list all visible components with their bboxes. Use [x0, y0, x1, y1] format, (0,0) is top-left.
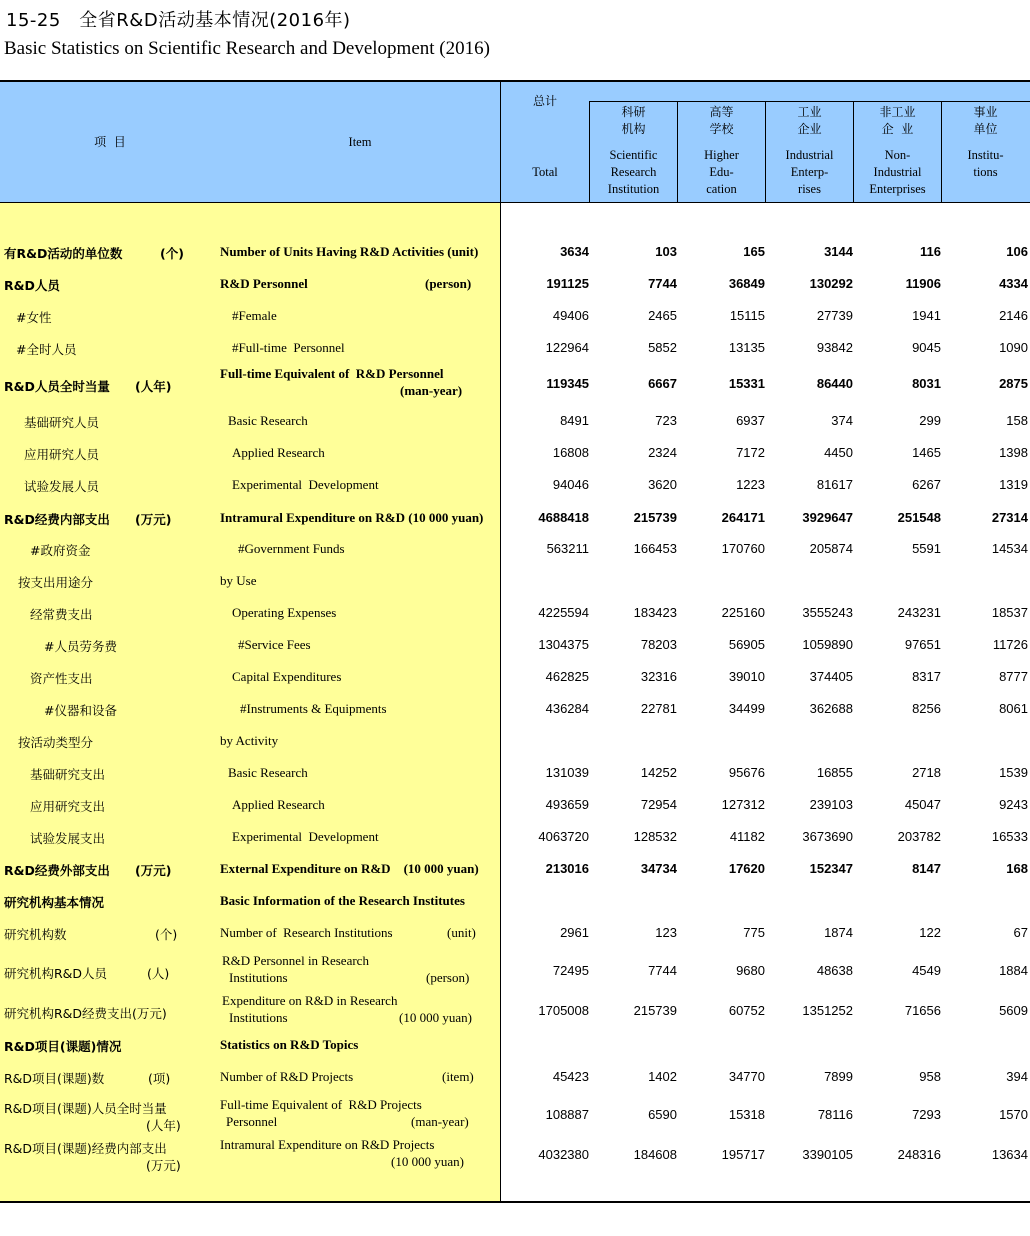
table-cell: 8061 — [999, 701, 1028, 716]
table-cell: 5852 — [648, 340, 677, 355]
table-cell: 1570 — [999, 1107, 1028, 1122]
table-cell: 7899 — [824, 1069, 853, 1084]
table-cell: 122 — [919, 925, 941, 940]
col-header-en: Institution — [607, 182, 660, 196]
row-label-en: Full-time Equivalent of R&D Projects — [220, 1097, 422, 1112]
bottom-rule — [0, 1201, 1030, 1203]
col-header-cn: 事业 — [973, 105, 998, 119]
table-cell: 493659 — [545, 797, 589, 812]
table-cell: 11906 — [905, 276, 941, 291]
table-cell: 17620 — [728, 861, 765, 876]
table-row — [0, 665, 1030, 695]
row-label-en: #Government Funds — [238, 541, 345, 556]
table-cell: 166453 — [633, 541, 677, 556]
table-cell: 95676 — [728, 765, 765, 780]
row-label-en: Full-time Equivalent of R&D Personnel — [220, 366, 444, 381]
table-cell: 1090 — [999, 340, 1028, 355]
row-unit-cn: (人年) — [146, 1118, 181, 1133]
table-cell: 8031 — [912, 376, 941, 391]
col-header-en: Industrial — [785, 148, 834, 162]
row-unit-en: (10 000 yuan) — [391, 1154, 464, 1169]
table-cell: 1223 — [736, 477, 765, 492]
table-row — [0, 304, 1030, 334]
col-header-en: Scientific — [609, 148, 658, 162]
table-cell: 93842 — [816, 340, 853, 355]
row-label-cn: #人员劳务费 — [44, 639, 117, 654]
table-cell: 248316 — [897, 1147, 941, 1162]
table-row — [0, 336, 1030, 366]
table-cell: 215739 — [633, 1003, 677, 1018]
table-cell: 16808 — [552, 445, 589, 460]
table-cell: 299 — [919, 413, 941, 428]
col-header-en: Edu- — [709, 165, 734, 179]
row-label-en: Applied Research — [232, 797, 325, 812]
col-header-en: Research — [610, 165, 657, 179]
header-divider — [0, 202, 1030, 203]
table-row — [0, 569, 1030, 599]
table-cell: 3390105 — [802, 1147, 853, 1162]
table-row — [0, 506, 1030, 536]
table-cell: 3144 — [824, 244, 853, 259]
row-label-cn: R&D项目(课题)人员全时当量 — [4, 1101, 167, 1116]
col-header-en: Non- — [884, 148, 911, 162]
row-label-cn: 资产性支出 — [30, 671, 93, 686]
table-cell: 4032380 — [538, 1147, 589, 1162]
row-label-cn: R&D经费外部支出 — [4, 863, 110, 878]
table-cell: 158 — [1006, 413, 1028, 428]
table-cell: 1402 — [648, 1069, 677, 1084]
row-label-en: Intramural Expenditure on R&D (10 000 yuan) — [220, 510, 484, 525]
table-cell: 127312 — [721, 797, 765, 812]
col-header-cn: 企 业 — [881, 122, 914, 136]
row-unit-en: (person) — [426, 970, 470, 985]
table-cell: 122964 — [545, 340, 589, 355]
table-cell: 131039 — [545, 765, 589, 780]
table-cell: 3634 — [560, 244, 589, 259]
table-cell: 203782 — [897, 829, 941, 844]
table-cell: 264171 — [721, 510, 765, 525]
table-cell: 2465 — [648, 308, 677, 323]
col-header-en: Industrial — [873, 165, 922, 179]
table-cell: 27739 — [816, 308, 853, 323]
table-cell: 13634 — [991, 1147, 1028, 1162]
table-row — [0, 729, 1030, 759]
col-header-cn: 机构 — [621, 122, 646, 136]
table-cell: 4688418 — [538, 510, 589, 525]
table-cell: 3620 — [648, 477, 677, 492]
col-header-cn: 非工业 — [879, 105, 916, 119]
row-label-en: #Female — [232, 308, 277, 323]
col-header-en: Higher — [704, 148, 739, 162]
table-cell: 8317 — [912, 669, 941, 684]
table-cell: 3555243 — [802, 605, 853, 620]
row-unit-cn: (个) — [160, 246, 184, 261]
row-label-cn: 研究机构数 — [4, 927, 67, 942]
row-label-cn: #仪器和设备 — [44, 703, 117, 718]
row-label-cn: 应用研究支出 — [30, 799, 106, 814]
table-cell: 36849 — [728, 276, 765, 291]
col-header-en: Institu- — [967, 148, 1004, 162]
table-cell: 1465 — [912, 445, 941, 460]
table-cell: 11726 — [992, 637, 1028, 652]
col-header-cn: 科研 — [621, 105, 646, 119]
table-cell: 374 — [831, 413, 853, 428]
row-unit-cn: (人) — [147, 966, 170, 981]
table-cell: 7744 — [648, 276, 677, 291]
row-label-cn: R&D项目(课题)情况 — [4, 1039, 122, 1054]
row-unit-en: (item) — [442, 1069, 474, 1084]
row-label-cn: #女性 — [16, 310, 52, 325]
table-cell: 9045 — [912, 340, 941, 355]
table-cell: 563211 — [546, 541, 589, 556]
table-cell: 2146 — [999, 308, 1028, 323]
row-label-cn: 经常费支出 — [30, 607, 93, 622]
table-cell: 8256 — [912, 701, 941, 716]
table-cell: 239103 — [809, 797, 853, 812]
table-cell: 4334 — [999, 276, 1028, 291]
table-cell: 4549 — [912, 963, 941, 978]
table-cell: 32316 — [640, 669, 677, 684]
table-cell: 168 — [1006, 861, 1028, 876]
table-row — [0, 441, 1030, 471]
table-row — [0, 921, 1030, 951]
subheader-line — [589, 101, 1030, 102]
col-header-cn: 企业 — [797, 122, 822, 136]
row-label-en: Experimental Development — [232, 477, 379, 492]
table-cell: 152347 — [809, 861, 853, 876]
row-label-en: R&D Personnel in Research — [222, 953, 369, 968]
table-cell: 34499 — [728, 701, 765, 716]
row-label-en: #Full-time Personnel — [232, 340, 345, 355]
row-label-cn: R&D项目(课题)数 — [4, 1071, 105, 1086]
header-total-en: Total — [532, 165, 558, 179]
row-unit-cn: (项) — [148, 1071, 171, 1086]
table-cell: 72495 — [552, 963, 589, 978]
table-cell: 436284 — [545, 701, 589, 716]
table-cell: 123 — [655, 925, 677, 940]
row-label-cn: 研究机构基本情况 — [4, 895, 105, 910]
table-cell: 775 — [743, 925, 765, 940]
table-row — [0, 825, 1030, 855]
table-cell: 48638 — [816, 963, 853, 978]
row-label-en: Number of Units Having R&D Activities (unit) — [220, 244, 479, 259]
row-label-en: Institutions — [229, 970, 288, 985]
table-cell: 86440 — [816, 376, 853, 391]
row-label-cn: 应用研究人员 — [24, 447, 100, 462]
table-cell: 5609 — [999, 1003, 1028, 1018]
table-title-en: Basic Statistics on Scientific Research and Development (2016) — [4, 38, 490, 59]
table-cell: 45423 — [552, 1069, 589, 1084]
table-cell: 103 — [655, 244, 677, 259]
table-cell: 39010 — [728, 669, 765, 684]
row-label-en: Applied Research — [232, 445, 325, 460]
table-cell: 1351252 — [802, 1003, 853, 1018]
table-cell: 6267 — [912, 477, 941, 492]
row-unit-en: (person) — [425, 276, 472, 291]
row-unit-en: (unit) — [447, 925, 476, 940]
table-cell: 16855 — [816, 765, 853, 780]
table-cell: 243231 — [897, 605, 941, 620]
table-cell: 60752 — [728, 1003, 765, 1018]
table-cell: 3929647 — [802, 510, 853, 525]
col-header-cn: 单位 — [973, 122, 998, 136]
table-row — [0, 857, 1030, 887]
table-cell: 723 — [655, 413, 677, 428]
row-unit-cn: (人年) — [135, 379, 172, 394]
row-label-cn: 按支出用途分 — [18, 575, 94, 590]
table-row — [0, 993, 1030, 1023]
table-cell: 462825 — [545, 669, 589, 684]
table-row — [0, 889, 1030, 919]
table-cell: 45047 — [904, 797, 941, 812]
table-cell: 213016 — [545, 861, 589, 876]
table-cell: 4450 — [824, 445, 853, 460]
row-label-cn: 试验发展人员 — [24, 479, 100, 494]
table-cell: 130292 — [809, 276, 853, 291]
table-cell: 1884 — [999, 963, 1028, 978]
table-cell: 8777 — [999, 669, 1028, 684]
table-row — [0, 409, 1030, 439]
row-label-cn: 研究机构R&D经费支出(万元) — [4, 1006, 167, 1021]
table-cell: 41182 — [729, 829, 765, 844]
header-item-cn: 项 目 — [94, 135, 126, 149]
table-row — [0, 1065, 1030, 1095]
table-cell: 958 — [919, 1069, 941, 1084]
table-cell: 191125 — [546, 276, 589, 291]
row-label-cn: R&D经费内部支出 — [4, 512, 110, 527]
table-cell: 128532 — [633, 829, 677, 844]
table-row — [0, 473, 1030, 503]
col-header-en: cation — [706, 182, 737, 196]
table-row — [0, 537, 1030, 567]
table-cell: 49406 — [552, 308, 589, 323]
table-cell: 394 — [1006, 1069, 1028, 1084]
row-label-en: #Service Fees — [238, 637, 311, 652]
header-item-en: Item — [348, 135, 372, 149]
table-cell: 15318 — [728, 1107, 765, 1122]
row-label-en: External Expenditure on R&D (10 000 yuan) — [220, 861, 479, 876]
col-header-en: Enterprises — [869, 182, 926, 196]
row-label-en: #Instruments & Equipments — [240, 701, 387, 716]
table-cell: 16533 — [991, 829, 1028, 844]
row-label-en: R&D Personnel — [220, 276, 308, 291]
row-label-en: Expenditure on R&D in Research — [222, 993, 398, 1008]
table-cell: 72954 — [640, 797, 677, 812]
table-cell: 22781 — [640, 701, 677, 716]
row-label-cn: 试验发展支出 — [30, 831, 106, 846]
table-cell: 1319 — [999, 477, 1028, 492]
table-cell: 6937 — [736, 413, 765, 428]
table-cell: 106 — [1006, 244, 1028, 259]
table-cell: 183423 — [633, 605, 677, 620]
row-label-en: by Activity — [220, 733, 279, 748]
row-label-cn: 研究机构R&D人员 — [4, 966, 108, 981]
table-row — [0, 1033, 1030, 1063]
table-cell: 225160 — [721, 605, 765, 620]
table-cell: 67 — [1013, 925, 1028, 940]
row-label-en: by Use — [220, 573, 257, 588]
table-row — [0, 240, 1030, 270]
table-row — [0, 697, 1030, 727]
table-cell: 34770 — [728, 1069, 765, 1084]
table-cell: 1874 — [824, 925, 853, 940]
table-cell: 27314 — [991, 510, 1028, 525]
table-cell: 374405 — [809, 669, 853, 684]
table-cell: 15331 — [728, 376, 765, 391]
table-cell: 94046 — [552, 477, 589, 492]
col-header-cn: 学校 — [709, 122, 734, 136]
row-unit-en: (10 000 yuan) — [399, 1010, 472, 1025]
row-label-cn: #政府资金 — [30, 543, 91, 558]
header-total-cn: 总计 — [532, 94, 557, 108]
table-cell: 7172 — [736, 445, 765, 460]
table-cell: 205874 — [809, 541, 853, 556]
table-cell: 9243 — [999, 797, 1028, 812]
row-label-cn: #全时人员 — [16, 342, 77, 357]
table-cell: 6667 — [648, 376, 677, 391]
table-cell: 81617 — [816, 477, 853, 492]
row-label-cn: 有R&D活动的单位数 — [4, 246, 123, 261]
row-label-en: Capital Expenditures — [232, 669, 342, 684]
table-cell: 18537 — [991, 605, 1028, 620]
row-label-cn: 按活动类型分 — [18, 735, 94, 750]
table-cell: 9680 — [736, 963, 765, 978]
table-title-cn: 15-25 全省R&D活动基本情况(2016年) — [6, 10, 351, 31]
col-header-en: Enterp- — [790, 165, 829, 179]
table-cell: 8491 — [560, 413, 589, 428]
table-cell: 165 — [743, 244, 765, 259]
table-cell: 1539 — [999, 765, 1028, 780]
table-cell: 97651 — [904, 637, 941, 652]
table-row — [0, 272, 1030, 302]
table-cell: 14252 — [640, 765, 677, 780]
table-cell: 108887 — [545, 1107, 589, 1122]
table-row — [0, 1097, 1030, 1133]
row-label-en: (man-year) — [400, 383, 463, 398]
table-row — [0, 793, 1030, 823]
table-cell: 1705008 — [538, 1003, 589, 1018]
table-row — [0, 601, 1030, 631]
table-cell: 34734 — [640, 861, 677, 876]
table-cell: 184608 — [633, 1147, 677, 1162]
table-cell: 8147 — [912, 861, 941, 876]
col-header-cn: 工业 — [797, 105, 822, 119]
table-cell: 1059890 — [802, 637, 853, 652]
table-cell: 14534 — [991, 541, 1028, 556]
col-header-cn: 高等 — [709, 105, 734, 119]
table-cell: 7744 — [648, 963, 677, 978]
col-header-en: rises — [798, 182, 821, 196]
table-cell: 7293 — [912, 1107, 941, 1122]
table-row — [0, 761, 1030, 791]
row-label-cn: 基础研究人员 — [24, 415, 100, 430]
table-row — [0, 953, 1030, 983]
table-cell: 56905 — [728, 637, 765, 652]
table-cell: 2961 — [560, 925, 589, 940]
row-label-cn: R&D项目(课题)经费内部支出 — [4, 1141, 167, 1156]
row-label-en: Operating Expenses — [232, 605, 337, 620]
table-cell: 78116 — [817, 1107, 853, 1122]
table-cell: 13135 — [728, 340, 765, 355]
row-label-en: Personnel — [226, 1114, 278, 1129]
table-cell: 215739 — [633, 510, 677, 525]
row-label-en: Institutions — [229, 1010, 288, 1025]
table-row — [0, 366, 1030, 396]
row-unit-cn: (个) — [155, 927, 178, 942]
row-unit-cn: (万元) — [146, 1158, 181, 1173]
table-cell: 1398 — [999, 445, 1028, 460]
row-label-en: Basic Research — [228, 765, 308, 780]
row-label-en: Number of Research Institutions — [220, 925, 393, 940]
row-label-cn: 基础研究支出 — [30, 767, 106, 782]
table-cell: 4063720 — [538, 829, 589, 844]
table-row — [0, 1137, 1030, 1173]
table-cell: 1941 — [912, 308, 941, 323]
table-cell: 6590 — [648, 1107, 677, 1122]
table-cell: 15115 — [729, 308, 765, 323]
table-cell: 4225594 — [538, 605, 589, 620]
table-cell: 2324 — [648, 445, 677, 460]
table-cell: 195717 — [721, 1147, 765, 1162]
row-label-cn: R&D人员全时当量 — [4, 379, 110, 394]
row-label-en: Basic Research — [228, 413, 308, 428]
table-cell: 362688 — [809, 701, 853, 716]
row-label-cn: R&D人员 — [4, 278, 60, 293]
row-unit-cn: (万元) — [135, 863, 172, 878]
table-cell: 2718 — [912, 765, 941, 780]
row-label-en: Number of R&D Projects — [220, 1069, 354, 1084]
row-label-en: Statistics on R&D Topics — [220, 1037, 359, 1052]
table-cell: 78203 — [640, 637, 677, 652]
table-cell: 71656 — [904, 1003, 941, 1018]
table-cell: 251548 — [897, 510, 941, 525]
row-label-en: Intramural Expenditure on R&D Projects — [220, 1137, 435, 1152]
table-cell: 116 — [920, 244, 941, 259]
table-cell: 119345 — [546, 376, 589, 391]
table-cell: 3673690 — [802, 829, 853, 844]
row-label-en: Experimental Development — [232, 829, 379, 844]
table-cell: 2875 — [999, 376, 1028, 391]
row-unit-cn: (万元) — [135, 512, 172, 527]
table-cell: 1304375 — [538, 637, 589, 652]
col-header-en: tions — [973, 165, 998, 179]
table-row — [0, 633, 1030, 663]
table-cell: 170760 — [721, 541, 765, 556]
row-label-en: Basic Information of the Research Institutes — [220, 893, 465, 908]
row-unit-en: (man-year) — [411, 1114, 469, 1129]
table-cell: 5591 — [912, 541, 941, 556]
